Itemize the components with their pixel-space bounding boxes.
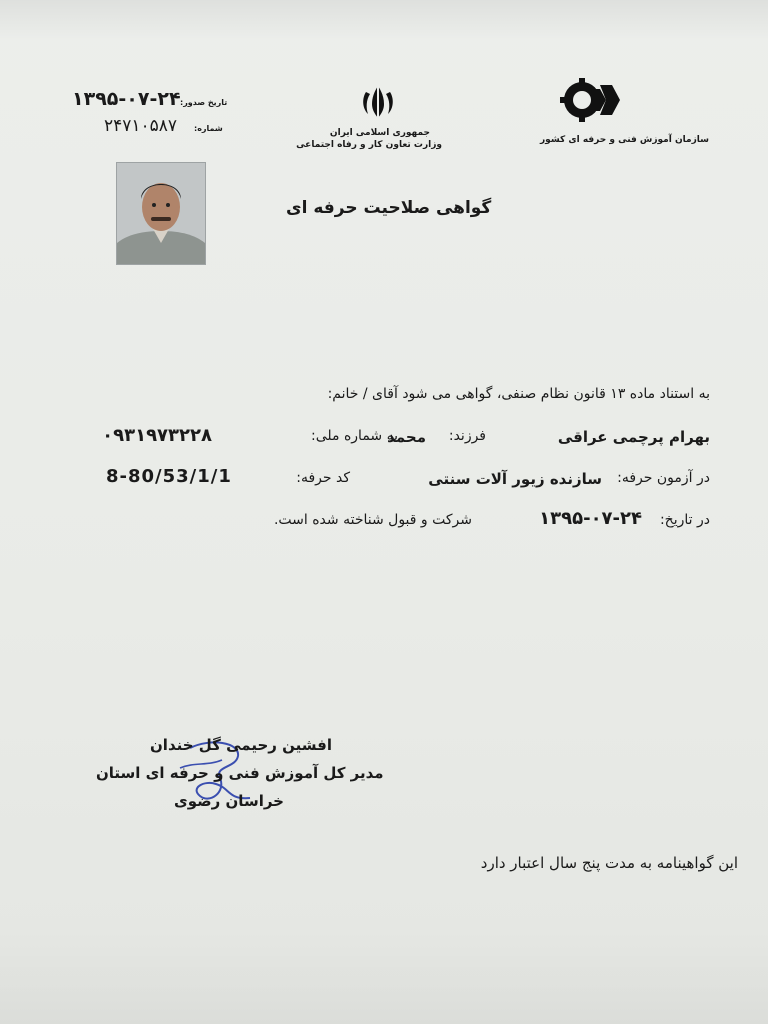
signatory-position-1: مدیر کل آموزش فنی و حرفه ای استان <box>96 764 384 782</box>
full-name: بهرام پرچمی عراقی <box>557 428 710 446</box>
intro-text: به استناد ماده ۱۳ قانون نظام صنفی، گواهی می شود آقای / خانم: <box>327 386 710 402</box>
national-id-value: ۰۹۳۱۹۷۳۲۲۸ <box>102 425 212 446</box>
person-silhouette <box>117 163 205 264</box>
outcome-text: شرکت و قبول شناخته شده است. <box>273 512 472 528</box>
signatory-name: افشین رحیمی گل خندان <box>150 736 332 754</box>
number-value: ۲۴۷۱۰۵۸۷ <box>104 116 178 136</box>
date-label: در تاریخ: <box>659 512 710 528</box>
person-photo <box>116 162 206 265</box>
exam-label: در آزمون حرفه: <box>617 470 710 486</box>
national-id-label: به شماره ملی: <box>310 428 398 444</box>
issue-date-value: ۱۳۹۵-۰۷-۲۴ <box>72 88 181 110</box>
gear-logo-icon <box>560 75 624 125</box>
trade-code-label: کد حرفه: <box>296 470 350 486</box>
org-name: سازمان آموزش فنی و حرفه ای کشور <box>540 135 709 145</box>
trade-code-value: 8-80/53/1/1 <box>106 466 232 487</box>
ministry-line-2: وزارت تعاون کار و رفاه اجتماعی <box>296 140 442 150</box>
date-value: ۱۳۹۵-۰۷-۲۴ <box>539 508 642 529</box>
father-name: محمد <box>387 428 426 446</box>
validity-note: این گواهینامه به مدت پنج سال اعتبار دارد <box>480 854 738 872</box>
ministry-line-1: جمهوری اسلامی ایران <box>329 128 430 138</box>
number-label: شماره: <box>194 124 223 133</box>
trade-name: سازنده زیور آلات سنتی <box>428 470 602 488</box>
signatory-position-2: خراسان رضوی <box>174 792 284 810</box>
issue-date-label: تاریخ صدور: <box>180 98 228 107</box>
paper-shadow <box>0 0 768 40</box>
child-of-label: فرزند: <box>448 428 486 444</box>
paper-fold-shade <box>0 930 768 1024</box>
iran-emblem-icon <box>356 82 400 122</box>
certificate-title: گواهی صلاحیت حرفه ای <box>286 198 492 218</box>
